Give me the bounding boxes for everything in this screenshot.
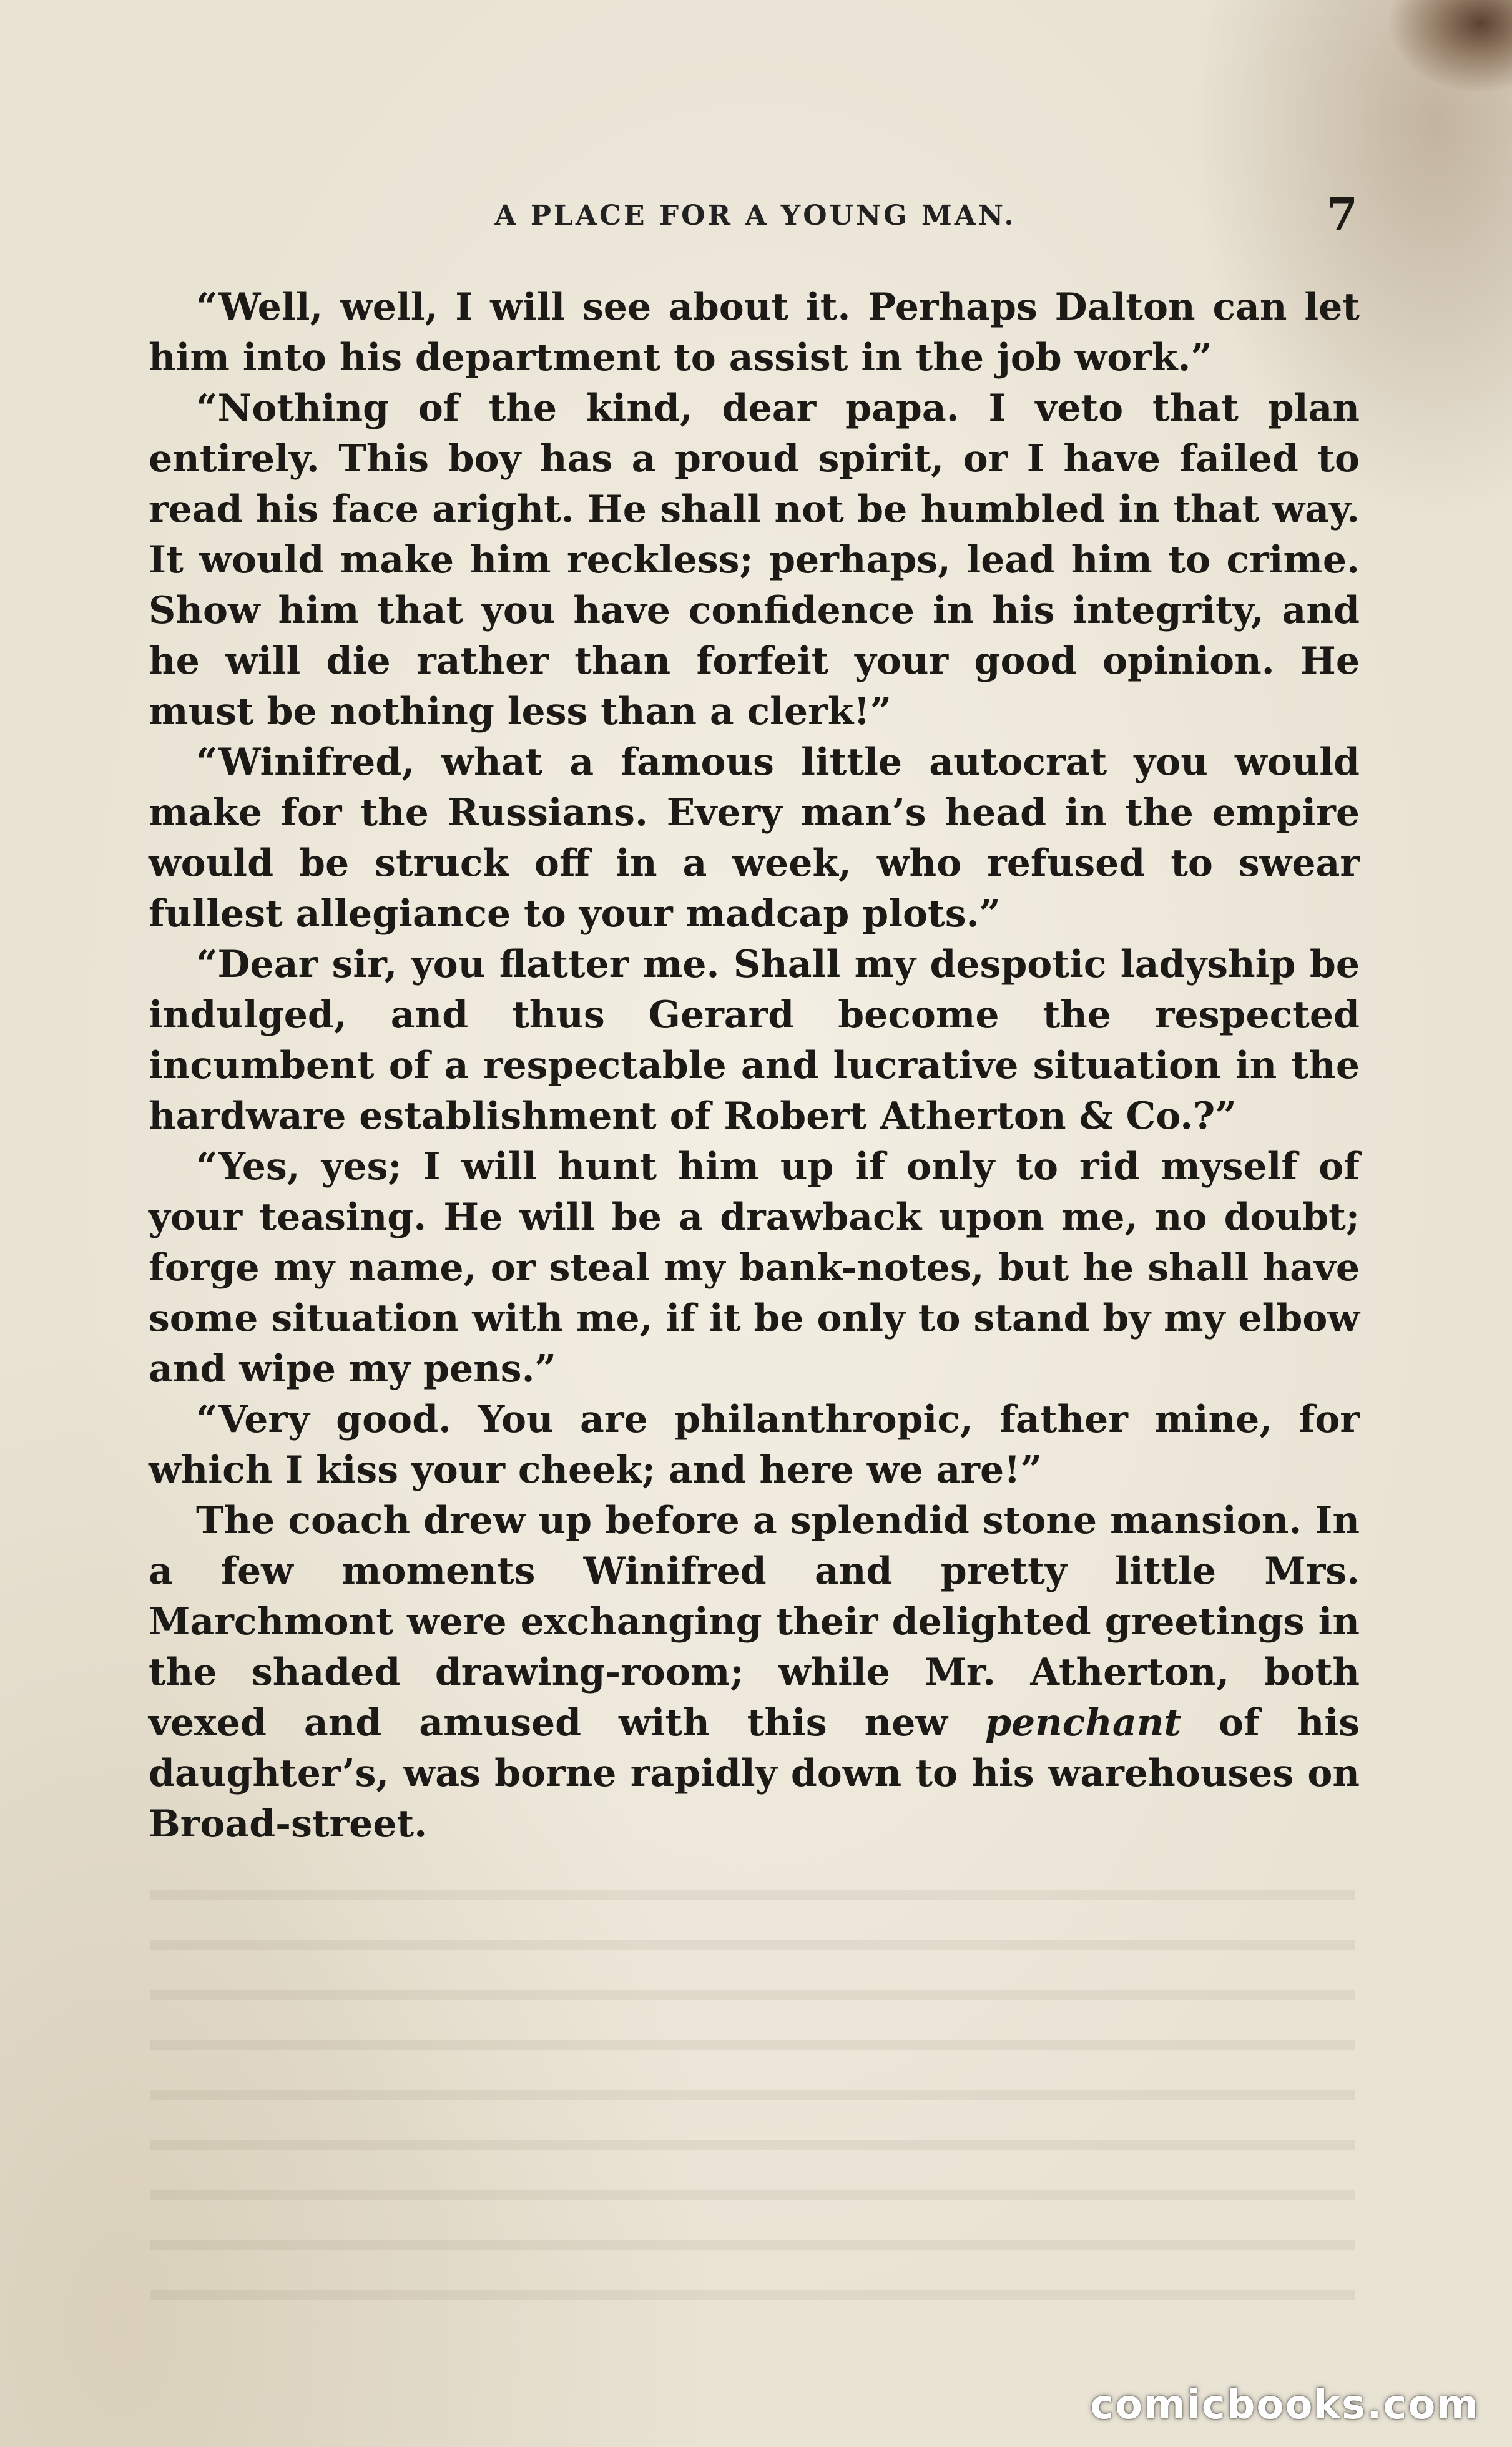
body-text (149, 282, 1360, 1850)
paragraph (149, 1496, 1360, 1850)
paragraph-text: of his daughter’s, was borne rapidly down to his warehouses on Broad-street. (149, 1701, 1360, 1846)
page-number: 7 (1326, 187, 1358, 240)
paragraph: “Nothing of the kind, dear papa. I veto that plan entirely. This boy has a proud spirit, or I have failed to read his face aright. He shall not be humbled in that way. It would make him reckless; perhaps, lead him to crime. Show him that you have confidence in his integrity, and he will die rather than forfeit your good opinion. He must be nothing less than a clerk!” (149, 386, 1360, 733)
paragraph-text: The coach drew up before a splendid stone mansion. In a few moments Winifred and pretty little Mrs. Marchmont were exchanging their delighted greetings in the shaded drawing-room; while Mr. Atherton, both vexed and amused with this new (149, 1499, 1360, 1745)
paragraph: “Very good. You are philanthropic, father mine, for which I kiss your cheek; and here we are!” (149, 1398, 1360, 1492)
running-title: A PLACE FOR A YOUNG MAN. (494, 200, 1016, 232)
paragraph: “Well, well, I will see about it. Perhaps Dalton can let him into his department to assist in the job work.” (149, 285, 1360, 380)
page-header (150, 187, 1361, 243)
bleed-through-text (150, 1860, 1355, 2310)
corner-stain (1387, 0, 1512, 94)
paragraph: “Dear sir, you flatter me. Shall my despotic ladyship be indulged, and thus Gerard become the respected incumbent of a respectable and lucrative situation in the hardware establishment of Robert Atherton & Co.?” (149, 943, 1360, 1138)
paragraph: “Yes, yes; I will hunt him up if only to rid myself of your teasing. He will be a drawback upon me, no doubt; forge my name, or steal my bank-notes, but he shall have some situation with me, if it be only to stand by my elbow and wipe my pens.” (149, 1145, 1360, 1391)
paragraph: “Winifred, what a famous little autocrat you would make for the Russians. Every man’s head in the empire would be struck off in a week, who refused to swear fullest allegiance to your madcap plots.” (149, 740, 1360, 936)
emphasized-word: penchant (984, 1701, 1182, 1745)
watermark: comicbooks.com (1090, 2382, 1480, 2428)
